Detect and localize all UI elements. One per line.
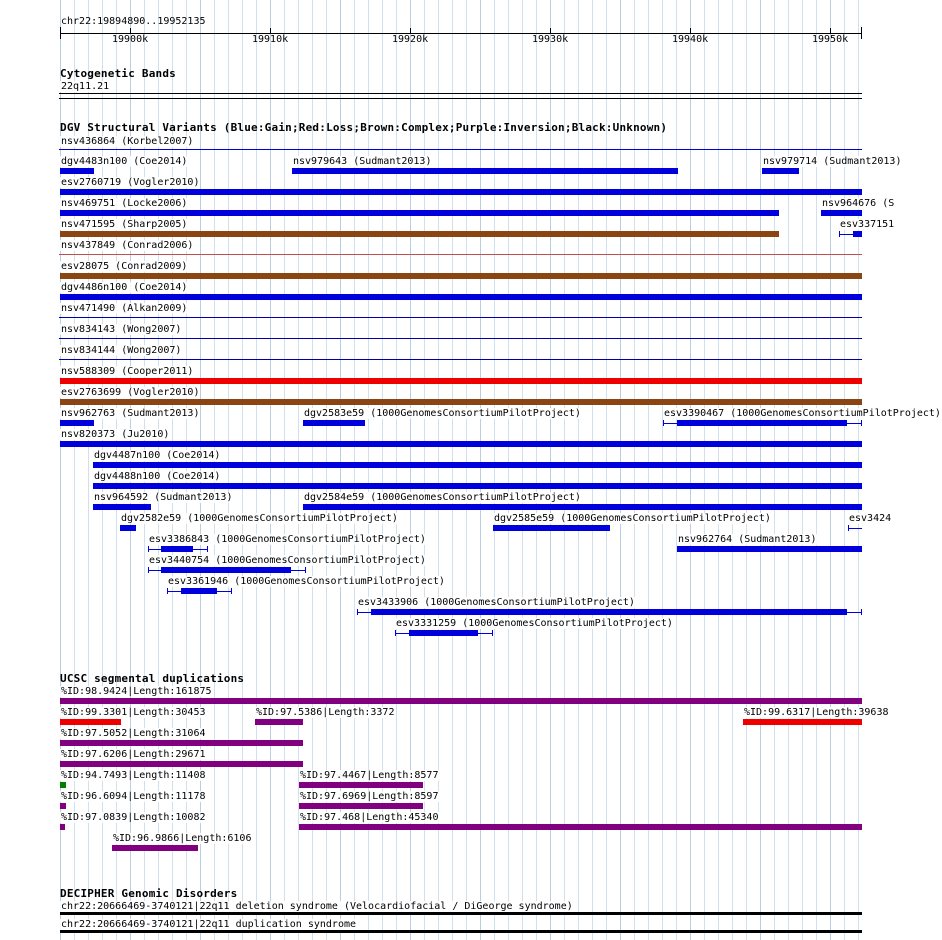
ruler-tick-label: 19910k [252,34,289,45]
cytoband-border [59,93,862,94]
variant-end-marker [231,588,232,594]
grid-line [648,0,649,940]
variant-label[interactable]: nsv588309 (Cooper2011) [61,366,194,377]
variant-bar[interactable] [762,168,799,174]
variant-bar[interactable] [120,525,136,531]
segdup-bar[interactable] [60,824,65,830]
grid-line [620,0,621,940]
variant-bar[interactable] [60,273,862,279]
dgv-track-title[interactable]: DGV Structural Variants (Blue:Gain;Red:Loss;Brown:Complex;Purple:Inversion;Black:Unknown) [60,121,668,134]
grid-line [536,0,537,940]
variant-bar[interactable] [60,399,862,405]
variant-bar[interactable] [303,504,862,510]
variant-bar[interactable] [60,189,862,195]
grid-line [214,0,215,940]
variant-label[interactable]: nsv469751 (Locke2006) [61,198,188,209]
grid-line [578,0,579,940]
variant-bar[interactable] [853,231,862,237]
grid-line [802,0,803,940]
grid-line [662,0,663,940]
variant-label[interactable]: dgv4483n100 (Coe2014) [61,156,188,167]
grid-line [228,0,229,940]
variant-line[interactable] [59,359,862,360]
variant-label[interactable]: nsv979643 (Sudmant2013) [293,156,432,167]
grid-line [242,0,243,940]
grid-line [760,0,761,940]
grid-line [690,0,691,940]
variant-label[interactable]: esv3433906 (1000GenomesConsortiumPilotProject) [358,597,635,608]
variant-label[interactable]: dgv2582e59 (1000GenomesConsortiumPilotProject) [121,513,398,524]
variant-bar[interactable] [161,567,291,573]
variant-end-marker [861,420,862,426]
variant-line[interactable] [848,528,862,529]
variant-label[interactable]: dgv4486n100 (Coe2014) [61,282,188,293]
variant-line[interactable] [847,423,861,424]
segdup-label[interactable]: %ID:97.6969|Length:8597 [300,791,439,802]
variant-bar[interactable] [93,483,862,489]
variant-bar[interactable] [181,588,217,594]
cytoband-label[interactable]: 22q11.21 [61,81,110,92]
segdup-bar[interactable] [60,803,66,809]
segdup-bar[interactable] [60,719,121,725]
grid-line [270,0,271,940]
grid-line [494,0,495,940]
variant-label[interactable]: nsv962764 (Sudmant2013) [678,534,817,545]
grid-line [564,0,565,940]
variant-label[interactable]: nsv979714 (Sudmant2013) [763,156,902,167]
ruler-end-tick [60,27,61,39]
segdup-label[interactable]: %ID:96.9866|Length:6106 [113,833,252,844]
decipher-bar[interactable] [60,930,862,933]
variant-label[interactable]: esv3440754 (1000GenomesConsortiumPilotProject) [149,555,426,566]
segdup-label[interactable]: %ID:94.7493|Length:11408 [61,770,206,781]
grid-line [592,0,593,940]
variant-label[interactable]: nsv820373 (Ju2010) [61,429,170,440]
variant-line[interactable] [59,338,862,339]
variant-bar[interactable] [60,441,862,447]
variant-label[interactable]: dgv2583e59 (1000GenomesConsortiumPilotProject) [304,408,581,419]
grid-line [480,0,481,940]
variant-label[interactable]: nsv471490 (Alkan2009) [61,303,188,314]
grid-line [816,0,817,940]
variant-label[interactable]: nsv471595 (Sharp2005) [61,219,188,230]
grid-line [704,0,705,940]
variant-bar[interactable] [161,546,193,552]
segdup-bar[interactable] [255,719,303,725]
variant-label[interactable]: dgv2584e59 (1000GenomesConsortiumPilotProject) [304,492,581,503]
ruler-tick-label: 19950k [812,34,849,45]
variant-label[interactable]: esv28075 (Conrad2009) [61,261,188,272]
variant-end-marker [207,546,208,552]
variant-bar[interactable] [60,210,779,216]
variant-label[interactable]: esv2760719 (Vogler2010) [61,177,200,188]
variant-label[interactable]: esv2763699 (Vogler2010) [61,387,200,398]
variant-line[interactable] [59,149,862,150]
segdup-bar[interactable] [299,782,423,788]
grid-line [522,0,523,940]
variant-bar[interactable] [821,210,862,216]
segdup-label[interactable]: %ID:98.9424|Length:161875 [61,686,212,697]
variant-line[interactable] [59,317,862,318]
variant-label[interactable]: esv3386843 (1000GenomesConsortiumPilotProject) [149,534,426,545]
grid-line [284,0,285,940]
grid-line [550,0,551,940]
variant-bar[interactable] [371,609,847,615]
segdup-bar[interactable] [743,719,862,725]
segdup-bar[interactable] [60,698,862,704]
grid-line [830,0,831,940]
variant-bar[interactable] [60,378,862,384]
segdup-bar[interactable] [60,782,66,788]
variant-label[interactable]: dgv4487n100 (Coe2014) [94,450,221,461]
variant-label[interactable]: nsv436864 (Korbel2007) [61,136,194,147]
segdup-label[interactable]: %ID:97.0839|Length:10082 [61,812,206,823]
variant-label[interactable]: nsv834144 (Wong2007) [61,345,182,356]
variant-label[interactable]: nsv964592 (Sudmant2013) [94,492,233,503]
grid-line [844,0,845,940]
variant-line[interactable] [663,423,677,424]
variant-bar[interactable] [93,504,151,510]
variant-label[interactable]: dgv4488n100 (Coe2014) [94,471,221,482]
variant-bar[interactable] [677,420,847,426]
variant-bar[interactable] [303,420,365,426]
grid-line [718,0,719,940]
variant-bar[interactable] [493,525,610,531]
variant-bar[interactable] [60,294,862,300]
ruler-tick-label: 19930k [532,34,569,45]
ruler-location: chr22:19894890..19952135 [61,16,206,27]
variant-label[interactable]: dgv2585e59 (1000GenomesConsortiumPilotProject) [494,513,771,524]
decipher-label[interactable]: chr22:20666469-3740121|22q11 deletion syndrome (Velocardiofacial / DiGeorge syndrome) [61,901,573,912]
segdup-label[interactable]: %ID:99.6317|Length:39638 [744,707,889,718]
grid-line [634,0,635,940]
variant-label[interactable]: nsv437849 (Conrad2006) [61,240,194,251]
segdup-bar[interactable] [60,740,303,746]
decipher-label[interactable]: chr22:20666469-3740121|22q11 duplication syndrome [61,919,357,930]
segdup-bar[interactable] [112,845,198,851]
variant-label[interactable]: esv3331259 (1000GenomesConsortiumPilotProject) [396,618,673,629]
ruler-axis [60,33,862,34]
grid-line [732,0,733,940]
grid-line [508,0,509,940]
variant-bar[interactable] [93,462,862,468]
grid-line [466,0,467,940]
grid-line [676,0,677,940]
variant-bar[interactable] [409,630,478,636]
segdup-label[interactable]: %ID:97.6206|Length:29671 [61,749,206,760]
segdup-track-title[interactable]: UCSC segmental duplications [60,672,245,685]
variant-end-marker [305,567,306,573]
variant-line[interactable] [59,254,862,255]
variant-label[interactable]: esv3390467 (1000GenomesConsortiumPilotProject) [664,408,941,419]
variant-bar[interactable] [60,231,779,237]
variant-label[interactable]: esv3424 [849,513,892,524]
grid-line [452,0,453,940]
segdup-bar[interactable] [299,803,423,809]
grid-line [858,0,859,940]
variant-label[interactable]: esv3361946 (1000GenomesConsortiumPilotProject) [168,576,445,587]
variant-label[interactable]: nsv834143 (Wong2007) [61,324,182,335]
grid-line [606,0,607,940]
grid-line [788,0,789,940]
ruler-tick-label: 19940k [672,34,709,45]
variant-label[interactable]: esv337151 [840,219,895,230]
grid-line [774,0,775,940]
decipher-bar[interactable] [60,912,862,915]
variant-line[interactable] [839,234,853,235]
cytoband-border [59,98,862,99]
segdup-bar[interactable] [60,761,303,767]
variant-bar[interactable] [677,546,862,552]
ruler-end-tick [861,27,862,39]
segdup-label[interactable]: %ID:97.4467|Length:8577 [300,770,439,781]
grid-line [256,0,257,940]
segdup-label[interactable]: %ID:97.468|Length:45340 [300,812,439,823]
segdup-label[interactable]: %ID:96.6094|Length:11178 [61,791,206,802]
ruler-tick-label: 19900k [112,34,149,45]
variant-end-marker [492,630,493,636]
decipher-track-title[interactable]: DECIPHER Genomic Disorders [60,887,238,900]
segdup-label[interactable]: %ID:97.5052|Length:31064 [61,728,206,739]
grid-line [746,0,747,940]
variant-bar[interactable] [292,168,678,174]
segdup-label[interactable]: %ID:99.3301|Length:30453 [61,707,206,718]
variant-bar[interactable] [60,168,94,174]
variant-end-marker [861,609,862,615]
ruler-tick-label: 19920k [392,34,429,45]
cytoband-track-title[interactable]: Cytogenetic Bands [60,67,176,80]
segdup-label[interactable]: %ID:97.5386|Length:3372 [256,707,395,718]
variant-label[interactable]: nsv964676 (S [822,198,895,209]
variant-label[interactable]: nsv962763 (Sudmant2013) [61,408,200,419]
segdup-bar[interactable] [299,824,862,830]
variant-bar[interactable] [60,420,94,426]
